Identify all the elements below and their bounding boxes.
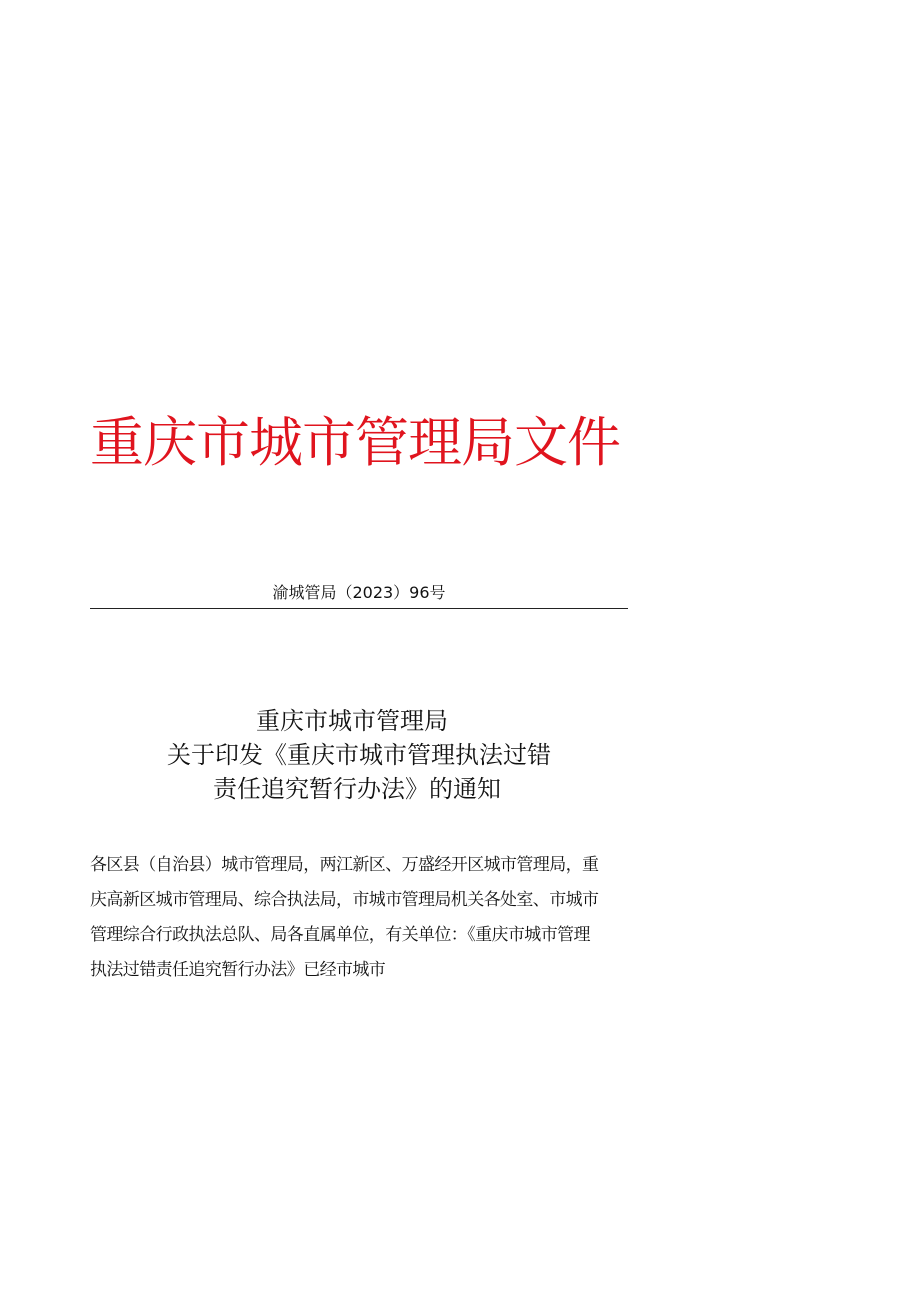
document-header-title: 重庆市城市管理局文件 [90,411,620,474]
body-line: 各区县（自治县）城市管理局，两江新区、万盛经开区城市管理局，重 [90,855,599,875]
body-line: 庆高新区城市管理局、综合执法局，市城市管理局机关各处室、市城市 [90,890,599,910]
body-line: 管理综合行政执法总队、局各直属单位，有关单位：《重庆市城市管理 [90,925,590,945]
body-line: 执法过错责任追究暂行办法》已经市城市 [90,960,386,980]
document-number: 渝城管局（2023）96号 [272,583,446,602]
notice-body [90,848,630,988]
header-divider-line [90,608,628,609]
notice-title [90,704,628,806]
notice-title-line-1: 重庆市城市管理局 [256,707,448,735]
notice-title-line-2: 关于印发《重庆市城市管理执法过错 [167,741,551,769]
notice-title-line-3: 责任追究暂行办法》的通知 [213,775,501,803]
